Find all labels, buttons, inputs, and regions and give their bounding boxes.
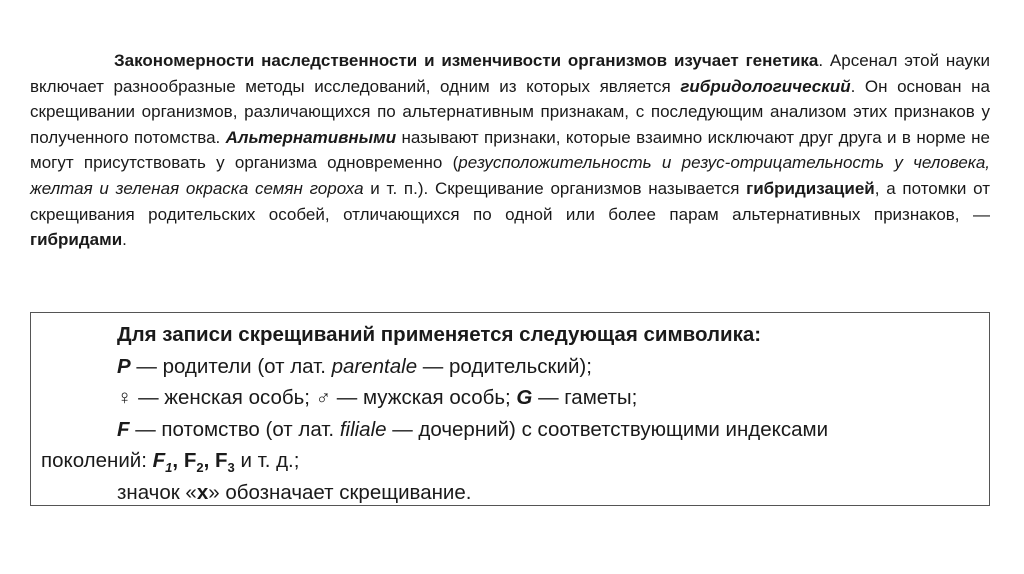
f1-symbol: F xyxy=(152,449,166,472)
offspring-line xyxy=(41,414,979,446)
parents-symbol: P xyxy=(117,354,131,378)
paragraph-text: , а потомки от скрещивания родительских особей, отличающихся по одной или более парам альтернативных признаков, — xyxy=(30,178,990,224)
separator: , xyxy=(172,449,184,472)
paragraph-text: и т. п.). Скрещивание организмов называется xyxy=(363,178,747,198)
f3-symbol: F xyxy=(214,449,228,472)
term-hybrids: гибридами xyxy=(30,230,123,250)
parents-text: — родители (от лат. xyxy=(130,354,332,378)
offspring-latin: filiale xyxy=(339,417,387,441)
offspring-text: — потомство (от лат. xyxy=(129,417,340,441)
offspring-text: — дочерний) с соответствующими индексами xyxy=(386,417,829,441)
symbols-title-line xyxy=(41,319,979,351)
term-hybridization: гибридизацией xyxy=(746,178,875,198)
sex-gametes-line xyxy=(41,382,979,414)
gametes-symbol: G xyxy=(516,386,533,409)
generations-line xyxy=(41,445,979,477)
separator: , xyxy=(203,449,215,472)
parents-text: — родительский); xyxy=(417,354,592,378)
term-alternative: Альтернативными xyxy=(225,127,397,147)
symbols-title: Для записи скрещиваний применяется следующая символика: xyxy=(117,323,762,346)
symbols-box xyxy=(30,312,990,506)
cross-line xyxy=(41,477,979,509)
male-text: — мужская особь; xyxy=(331,386,517,409)
paragraph-text: . Арсенал этой науки включает разнообразные методы исследований, одним из которых является xyxy=(30,51,990,96)
cross-text: » обозначает скрещивание. xyxy=(208,480,472,504)
examples-italic: резусположительность и резус-отрицательность у человека, желтая и зеленая окраска семян гороха xyxy=(30,153,990,198)
paragraph-text: называют признаки, которые взаимно исключают друг друга и в норме не могут присутствовать у организма одновременно ( xyxy=(30,127,990,173)
generations-end: и т. д.; xyxy=(234,449,300,472)
f2-symbol: F xyxy=(183,449,197,472)
offspring-symbol: F xyxy=(117,417,130,441)
cross-symbol: x xyxy=(196,480,209,504)
female-text: — женская особь; xyxy=(132,386,316,409)
parents-line xyxy=(41,351,979,383)
genetics-paragraph xyxy=(30,48,990,253)
paragraph-text: . xyxy=(122,230,127,250)
generations-text: поколений: xyxy=(41,449,153,472)
f3-index: 3 xyxy=(227,460,235,475)
f1-index: 1 xyxy=(165,460,173,475)
male-symbol: ♂ xyxy=(315,386,332,409)
female-symbol: ♀ xyxy=(117,386,133,409)
term-hybridological: гибридологический xyxy=(680,76,851,96)
gametes-text: — гаметы; xyxy=(532,386,638,409)
paragraph-text: . Он основан на скрещивании организмов, различающихся по альтернативным признакам, с последующим анализом этих признаков у полученного потомства. xyxy=(30,76,990,147)
genetics-lead-phrase: Закономерности наследственности и изменчивости организмов изучает генетика xyxy=(114,51,819,70)
f2-index: 2 xyxy=(196,460,204,475)
parents-latin: parentale xyxy=(331,354,418,378)
cross-text: значок « xyxy=(117,480,197,504)
